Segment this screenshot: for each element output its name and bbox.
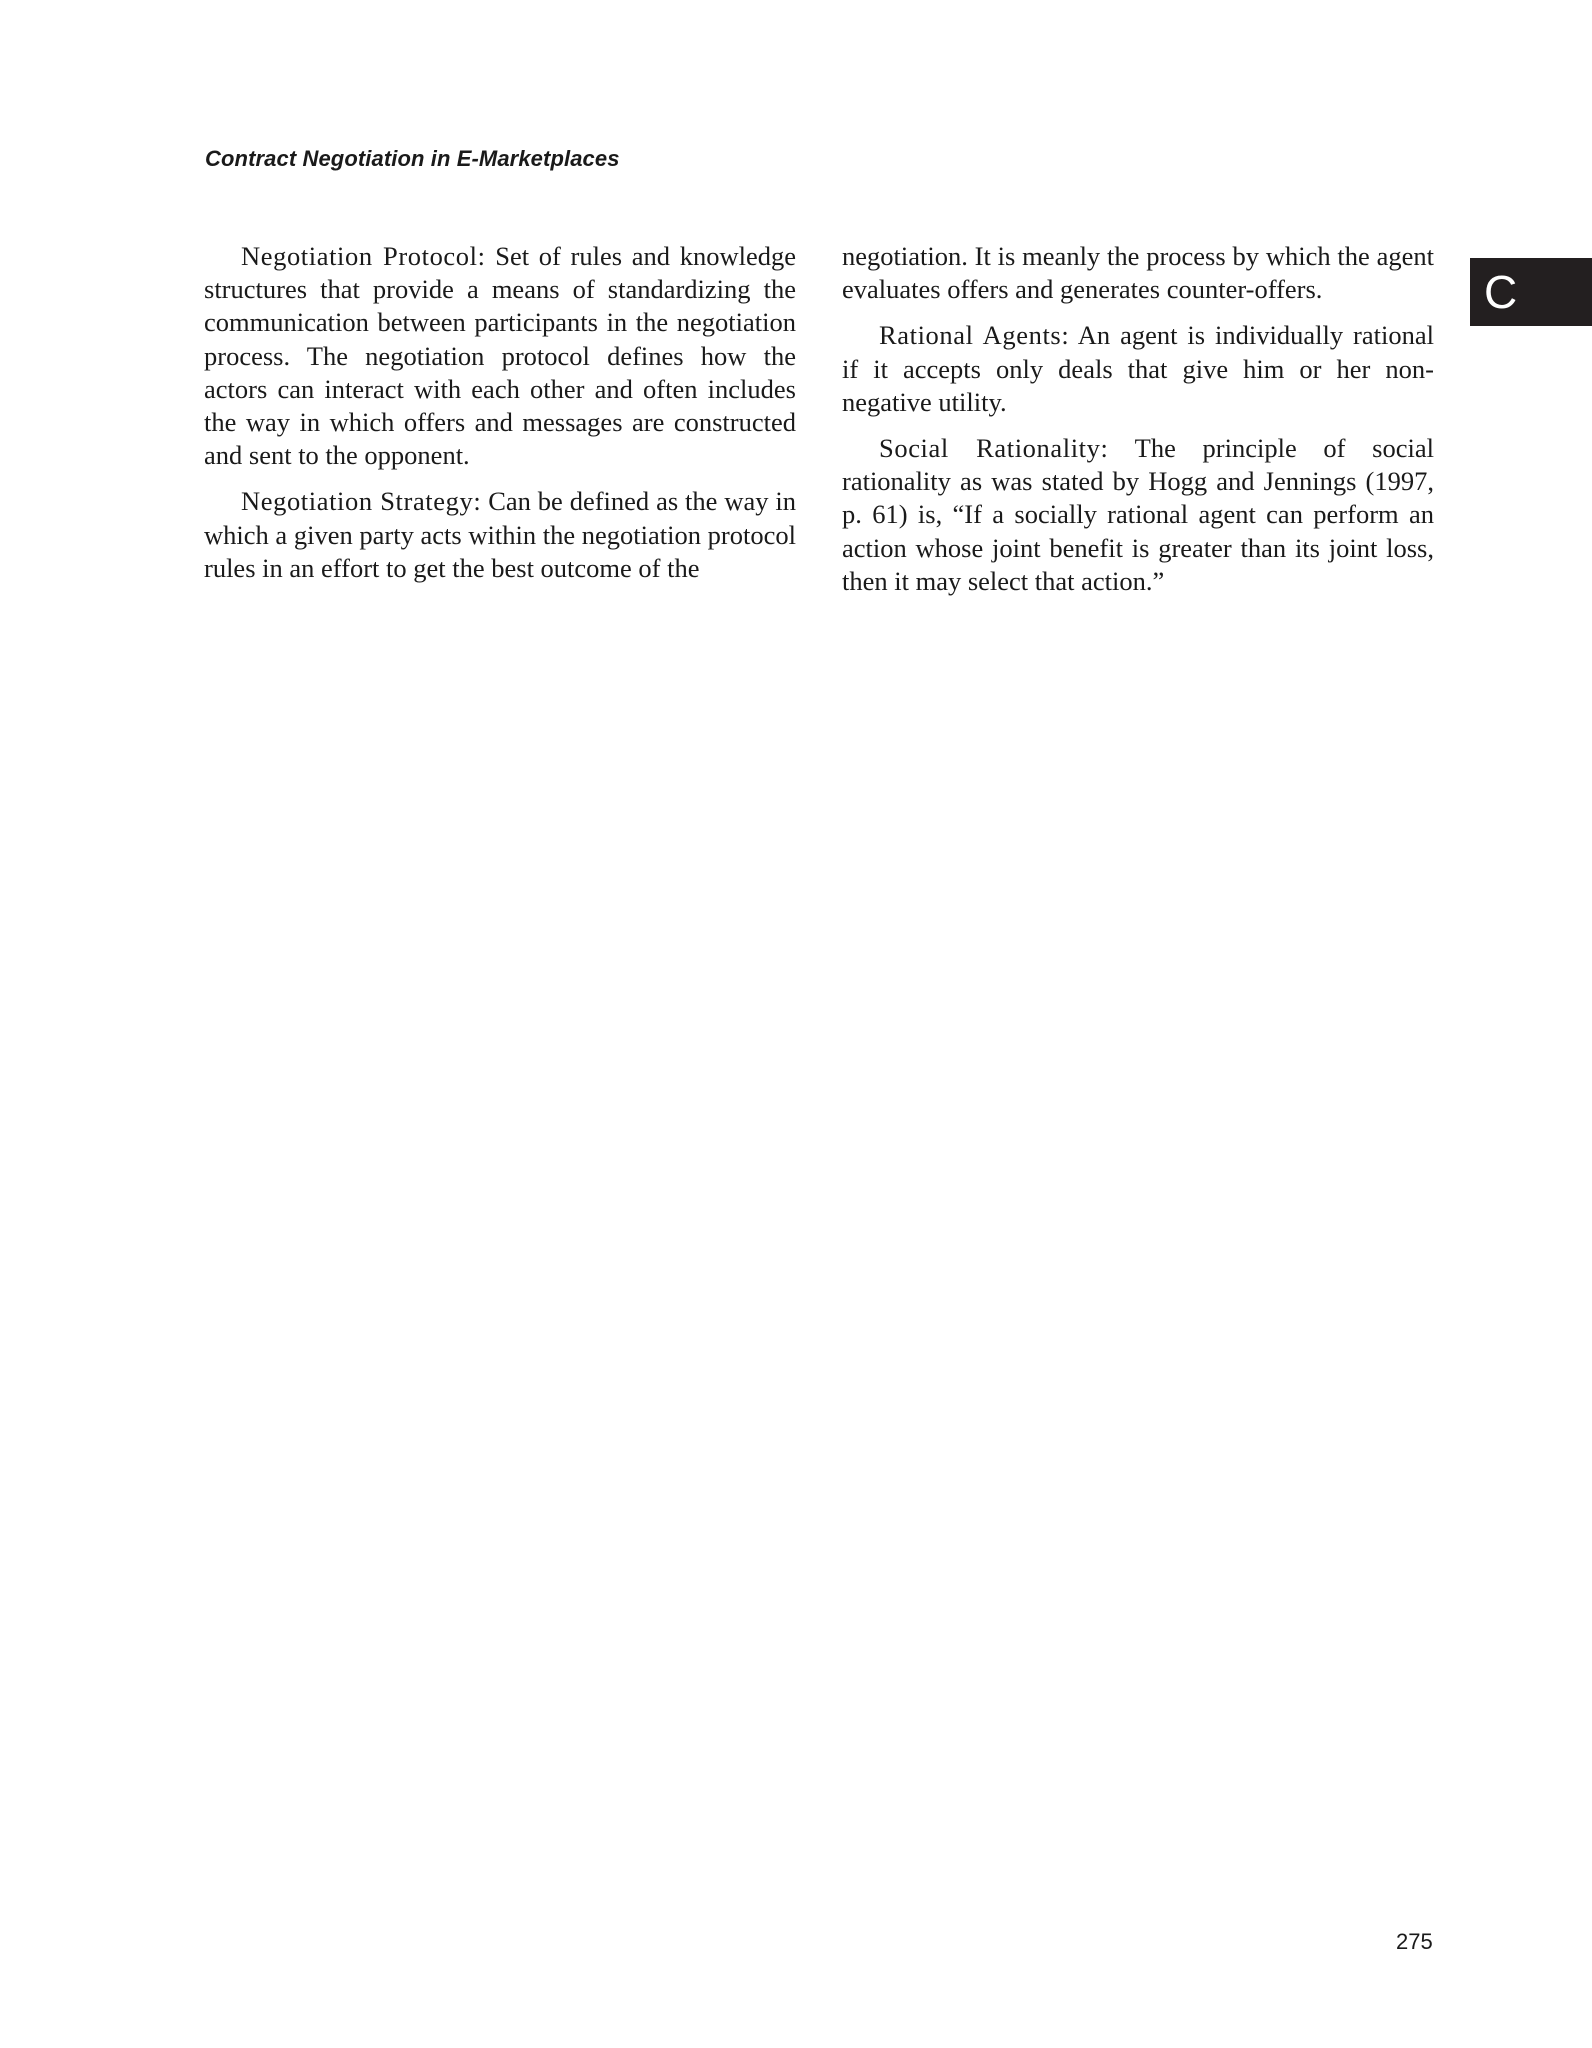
thumb-tab-letter: C — [1484, 266, 1518, 318]
glossary-definition: An agent is individually rational if it accepts only deals that give him or her non-negative utility. — [842, 320, 1434, 417]
glossary-definition: Set of rules and knowledge structures that provide a means of standardizing the communication between participants in the negotiation process. The negotiation protocol defines how the actors can interact with each other and often includes the way in which offers and messages are constructed and sent to the opponent. — [204, 241, 796, 471]
right-text-column — [842, 240, 1434, 611]
left-text-column — [204, 240, 796, 598]
running-head-title: Contract Negotiation in E-Marketplaces — [205, 146, 620, 171]
page-number: 275 — [1396, 1929, 1433, 1954]
glossary-definition-continuation: negotiation. It is meanly the process by which the agent evaluates offers and generates counter-offers. — [842, 241, 1434, 305]
glossary-entry-negotiation-protocol — [204, 240, 796, 472]
glossary-definition: Can be defined as the way in which a given party acts within the negotiation protocol rules in an effort to get the best outcome of the — [204, 486, 796, 583]
glossary-term: Negotiation Protocol: — [241, 241, 486, 271]
glossary-term: Negotiation Strategy: — [241, 486, 482, 517]
glossary-term: Social Rationality: — [879, 433, 1109, 464]
glossary-definition: The principle of social rationality as was stated by Hogg and Jennings (1997, p. 61) is, “If a socially rational agent can perform an action whose joint benefit is greater than its joint loss, then it may select that action.” — [842, 433, 1434, 596]
glossary-entry-negotiation-strategy — [204, 485, 796, 585]
glossary-term: Rational Agents: — [879, 320, 1070, 351]
glossary-entry-rational-agents — [842, 319, 1434, 419]
section-thumb-tab — [1470, 258, 1592, 326]
glossary-entry-social-rationality — [842, 432, 1434, 598]
